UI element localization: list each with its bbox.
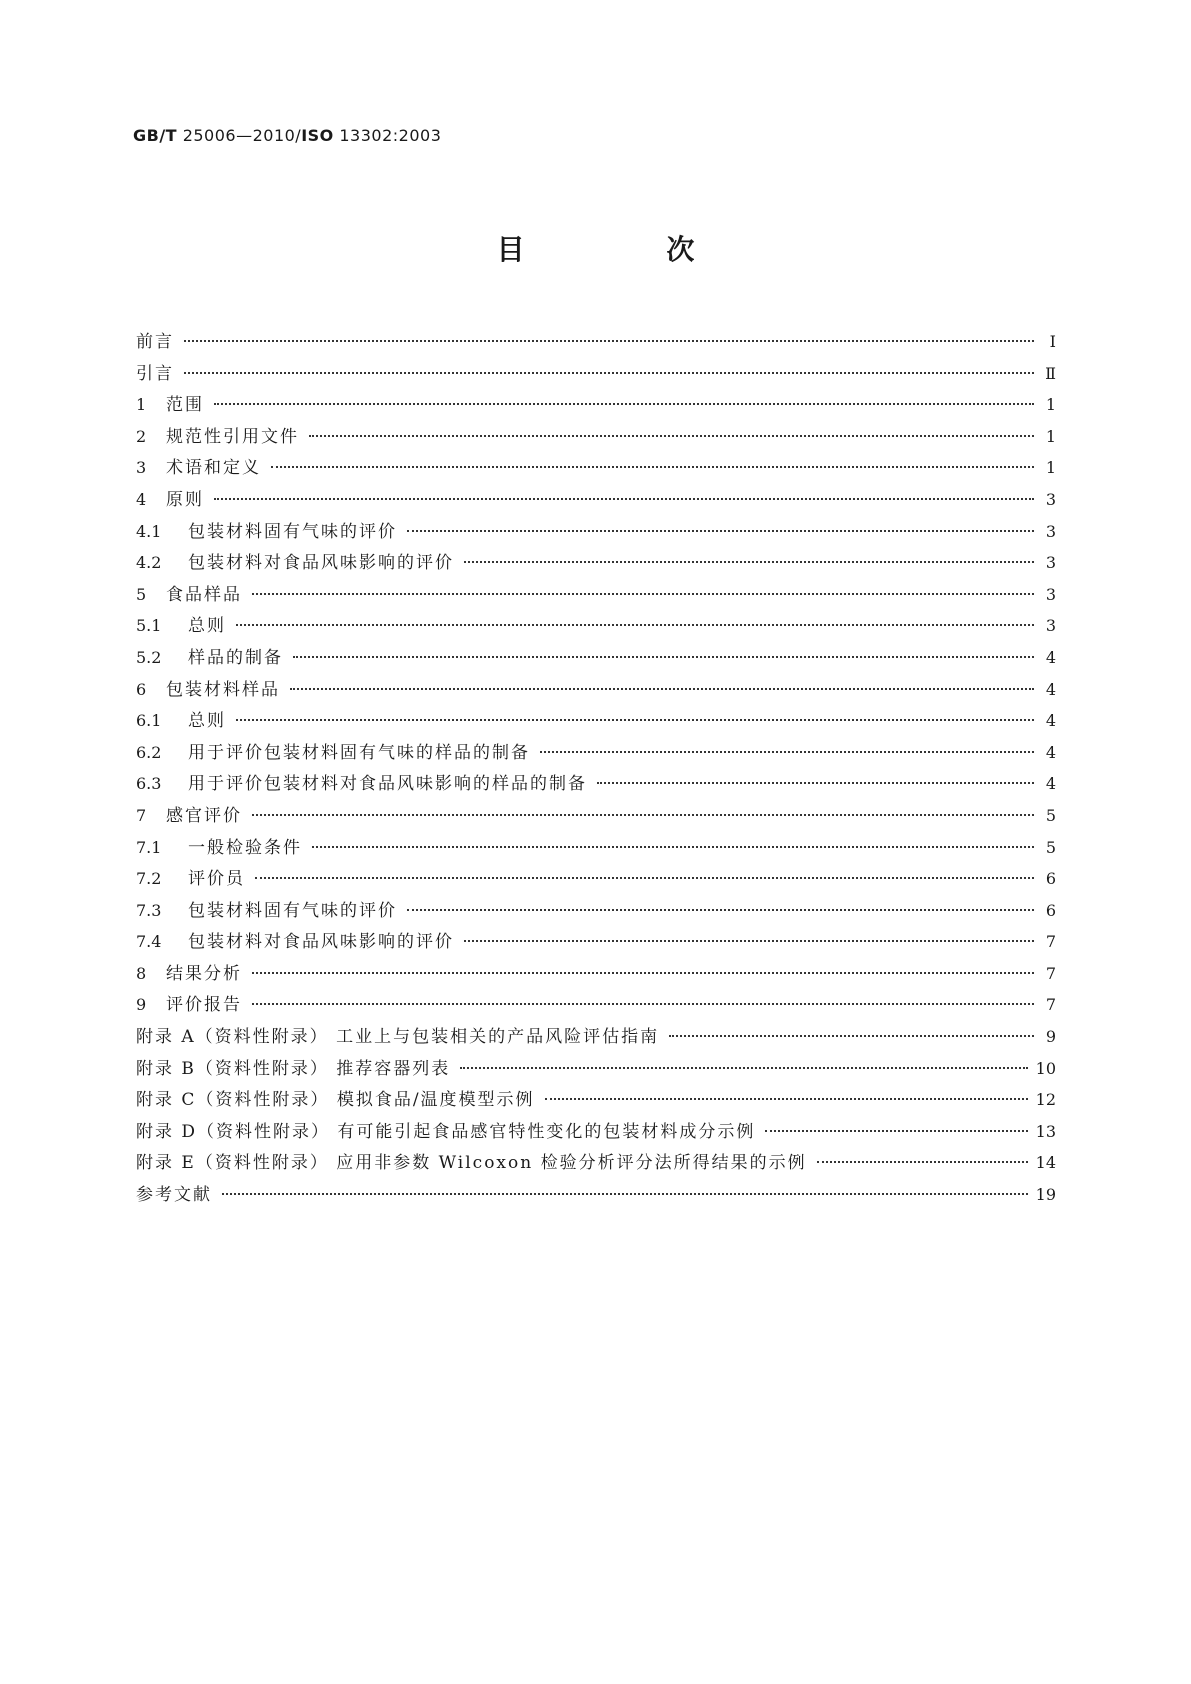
toc-dot-leader — [817, 1160, 1028, 1163]
toc-entry[interactable] — [136, 895, 1056, 927]
toc-entry-page: 7 — [1045, 932, 1056, 952]
toc-entry-number: 4.2 — [136, 553, 162, 573]
toc-entry[interactable] — [136, 1021, 1056, 1053]
toc-entry[interactable] — [136, 1179, 1056, 1211]
toc-entry-title: 用于评价包装材料固有气味的样品的制备 — [188, 742, 530, 763]
toc-dot-leader — [252, 592, 1034, 595]
toc-entry-page: 13 — [1035, 1121, 1056, 1141]
toc-dot-leader — [271, 465, 1034, 468]
toc-entry-page: 4 — [1045, 711, 1056, 731]
toc-entry[interactable] — [136, 1147, 1056, 1179]
toc-dot-leader — [460, 1066, 1027, 1069]
toc-entry-title: 原则 — [166, 489, 204, 510]
toc-entry-number: 7.3 — [136, 900, 162, 920]
toc-entry-number: 5.2 — [136, 647, 162, 667]
toc-entry-page: 5 — [1045, 837, 1056, 857]
toc-entry[interactable] — [136, 389, 1056, 421]
toc-entry-page: 12 — [1035, 1090, 1056, 1110]
toc-entry-title: 附录 D（资料性附录） 有可能引起食品感官特性变化的包装材料成分示例 — [136, 1121, 756, 1142]
toc-entry-title: 评价员 — [188, 869, 245, 890]
toc-entry-page: 5 — [1045, 805, 1056, 825]
toc-entry[interactable] — [136, 358, 1056, 390]
toc-entry[interactable] — [136, 547, 1056, 579]
toc-dot-leader — [214, 497, 1034, 500]
toc-entry[interactable] — [136, 610, 1056, 642]
toc-entry-number: 6.2 — [136, 742, 162, 762]
standard-code: GB/T — [133, 126, 178, 145]
toc-entry-number: 4.1 — [136, 521, 162, 541]
toc-entry-number: 4 — [136, 489, 147, 509]
toc-dot-leader — [669, 1034, 1034, 1037]
toc-dot-leader — [184, 371, 1034, 374]
iso-code: ISO — [301, 126, 334, 145]
toc-entry-page: Ⅰ — [1049, 332, 1056, 351]
toc-entry-page: 3 — [1045, 616, 1056, 636]
toc-entry-title: 一般检验条件 — [188, 837, 302, 858]
toc-entry[interactable] — [136, 863, 1056, 895]
toc-dot-leader — [252, 971, 1034, 974]
toc-dot-leader — [464, 939, 1034, 942]
toc-entry-number: 6.1 — [136, 711, 162, 731]
toc-entry-number: 5 — [136, 584, 147, 604]
toc-entry[interactable] — [136, 452, 1056, 484]
toc-entry[interactable] — [136, 516, 1056, 548]
toc-entry-page: 3 — [1045, 489, 1056, 509]
toc-entry-page: 4 — [1045, 647, 1056, 667]
toc-entry[interactable] — [136, 1084, 1056, 1116]
toc-entry[interactable] — [136, 989, 1056, 1021]
toc-entry-title: 总则 — [188, 711, 226, 732]
toc-entry-page: 1 — [1045, 395, 1056, 415]
toc-entry-title: 食品样品 — [166, 584, 242, 605]
toc-entry-page: 10 — [1035, 1058, 1056, 1078]
toc-dot-leader — [236, 623, 1034, 626]
toc-entry-number: 5.1 — [136, 616, 162, 636]
toc-entry-title: 术语和定义 — [166, 458, 261, 479]
toc-entry-title: 包装材料对食品风味影响的评价 — [188, 932, 454, 953]
toc-entry[interactable] — [136, 1116, 1056, 1148]
toc-dot-leader — [255, 876, 1034, 879]
toc-dot-leader — [236, 718, 1034, 721]
toc-dot-leader — [222, 1192, 1028, 1195]
toc-entry-page: 14 — [1035, 1153, 1056, 1173]
toc-entry-title: 规范性引用文件 — [166, 426, 299, 447]
toc-entry[interactable] — [136, 705, 1056, 737]
toc-entry-number: 7.2 — [136, 869, 162, 889]
toc-entry-title: 结果分析 — [166, 963, 242, 984]
toc-entry-title: 前言 — [136, 332, 174, 352]
toc-entry-title: 总则 — [188, 616, 226, 637]
toc-entry-page: 1 — [1045, 458, 1056, 478]
toc-entry-number: 7.1 — [136, 837, 162, 857]
toc-dot-leader — [407, 529, 1034, 532]
toc-entry-number: 8 — [136, 963, 147, 983]
toc-entry-number: 2 — [136, 426, 147, 446]
toc-entry-title: 附录 A（资料性附录） 工业上与包装相关的产品风险评估指南 — [136, 1027, 660, 1048]
toc-dot-leader — [309, 434, 1034, 437]
toc-entry[interactable] — [136, 926, 1056, 958]
toc-dot-leader — [407, 908, 1034, 911]
toc-entry-page: 9 — [1045, 1027, 1056, 1047]
page-title: 目 次 — [496, 233, 761, 266]
toc-entry[interactable] — [136, 768, 1056, 800]
toc-entry-number: 7.4 — [136, 932, 162, 952]
toc-entry-title: 附录 B（资料性附录） 推荐容器列表 — [136, 1058, 451, 1079]
toc-dot-leader — [545, 1097, 1028, 1100]
toc-dot-leader — [540, 750, 1034, 753]
toc-entry-page: 3 — [1045, 521, 1056, 541]
toc-dot-leader — [597, 781, 1034, 784]
toc-entry-number: 9 — [136, 995, 147, 1015]
toc-entry-page: 7 — [1045, 963, 1056, 983]
toc-dot-leader — [214, 402, 1034, 405]
toc-entry-number: 3 — [136, 458, 147, 478]
toc-entry-title: 样品的制备 — [188, 647, 283, 668]
toc-entry-page: 1 — [1045, 426, 1056, 446]
toc-entry-page: 6 — [1045, 869, 1056, 889]
toc-entry-title: 包装材料对食品风味影响的评价 — [188, 553, 454, 574]
document-header — [133, 126, 441, 145]
toc-entry-title: 包装材料固有气味的评价 — [188, 521, 397, 542]
toc-entry[interactable] — [136, 1053, 1056, 1085]
toc-entry-title: 参考文献 — [136, 1185, 212, 1206]
toc-entry[interactable] — [136, 579, 1056, 611]
toc-entry-title: 引言 — [136, 363, 174, 384]
toc-entry-page: 7 — [1045, 995, 1056, 1015]
toc-entry-number: 6.3 — [136, 774, 162, 794]
standard-number: 25006—2010/ — [182, 126, 302, 145]
toc-entry-title: 范围 — [166, 395, 204, 416]
toc-entry[interactable] — [136, 674, 1056, 706]
toc-entry-page: 19 — [1035, 1185, 1056, 1205]
toc-entry-page: 4 — [1045, 774, 1056, 794]
toc-entry-page: 4 — [1045, 742, 1056, 762]
toc-entry-number: 1 — [136, 395, 147, 415]
toc-entry-page: 4 — [1045, 679, 1056, 699]
toc-entry-title: 用于评价包装材料对食品风味影响的样品的制备 — [188, 774, 587, 795]
toc-dot-leader — [464, 560, 1034, 563]
toc-entry[interactable] — [136, 326, 1056, 358]
toc-entry-page: 3 — [1045, 553, 1056, 573]
toc-dot-leader — [184, 339, 1034, 342]
toc-dot-leader — [765, 1129, 1027, 1132]
table-of-contents — [136, 326, 1056, 1211]
toc-entry-title: 感官评价 — [166, 805, 242, 826]
iso-number: 13302:2003 — [339, 126, 442, 145]
toc-entry-title: 评价报告 — [166, 995, 242, 1016]
toc-entry[interactable] — [136, 484, 1056, 516]
toc-dot-leader — [293, 655, 1034, 658]
toc-entry-number: 6 — [136, 679, 147, 699]
toc-entry[interactable] — [136, 958, 1056, 990]
toc-entry[interactable] — [136, 737, 1056, 769]
toc-entry-title: 包装材料固有气味的评价 — [188, 900, 397, 921]
toc-entry[interactable] — [136, 800, 1056, 832]
toc-entry-title: 附录 C（资料性附录） 模拟食品/温度模型示例 — [136, 1090, 535, 1111]
toc-dot-leader — [312, 845, 1034, 848]
toc-entry-page: 3 — [1045, 584, 1056, 604]
toc-entry-title: 包装材料样品 — [166, 679, 280, 700]
toc-entry-page: Ⅱ — [1045, 363, 1056, 383]
toc-entry[interactable] — [136, 832, 1056, 864]
toc-entry[interactable] — [136, 642, 1056, 674]
toc-dot-leader — [252, 813, 1034, 816]
toc-entry-page: 6 — [1045, 900, 1056, 920]
toc-entry-number: 7 — [136, 805, 147, 825]
toc-entry[interactable] — [136, 421, 1056, 453]
toc-dot-leader — [290, 687, 1034, 690]
toc-entry-title: 附录 E（资料性附录） 应用非参数 Wilcoxon 检验分析评分法所得结果的示例 — [136, 1153, 807, 1174]
toc-dot-leader — [252, 1002, 1034, 1005]
